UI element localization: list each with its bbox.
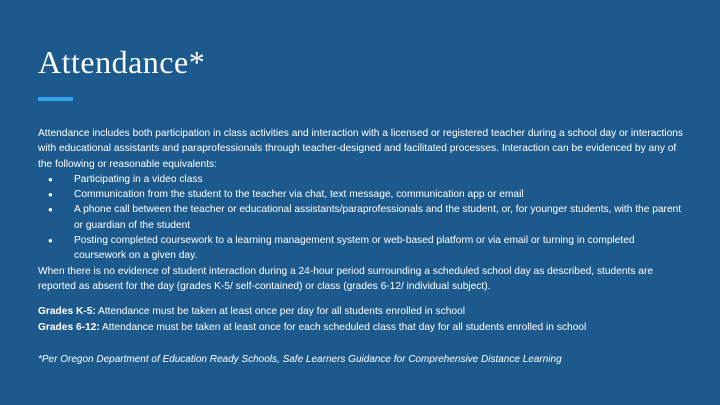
grade-requirements [38, 304, 683, 335]
intro-paragraph: Attendance includes both participation in class activities and interaction with a licensed or registered teacher during a school day or interactions with educational assistants and paraprofessionals through teacher-designed and facilitated processes. Interaction can be evidenced by any of the following or reasonable equivalents: [38, 128, 684, 170]
slide-body [38, 126, 683, 335]
list-item: ● Communication from the student to the teacher via chat, text message, communication app or email [38, 187, 683, 202]
list-item: ● Participating in a video class [38, 172, 683, 187]
list-item: ● Posting completed coursework to a learning management system or web-based platform or via email or turning in completed coursework on a given day. [38, 233, 683, 264]
grade-label: Grades 6-12: [38, 321, 100, 333]
slide-title: Attendance* [38, 44, 206, 80]
title-accent-bar [38, 97, 73, 101]
grade-text: Attendance must be taken at least once per day for all students enrolled in school [95, 306, 465, 318]
grade-label: Grades K-5: [38, 306, 96, 318]
grade-text: Attendance must be taken at least once for each scheduled class that day for all students enrolled in school [99, 321, 587, 333]
list-item: ● A phone call between the teacher or educational assistants/paraprofessionals and the student, or, for younger students, with the parent or guardian of the student [38, 202, 683, 233]
footnote: *Per Oregon Department of Education Ready Schools, Safe Learners Guidance for Comprehensive Distance Learning [38, 354, 562, 365]
grade-requirement-k5 [38, 304, 683, 319]
absence-rule-paragraph: When there is no evidence of student interaction during a 24-hour period surrounding a scheduled school day as described, students are reported as absent for the day (grades K-5/ self-contained) or class (grades 6-12/ individual subject). [38, 265, 654, 292]
evidence-list [38, 172, 683, 264]
grade-requirement-6-12 [38, 320, 683, 335]
